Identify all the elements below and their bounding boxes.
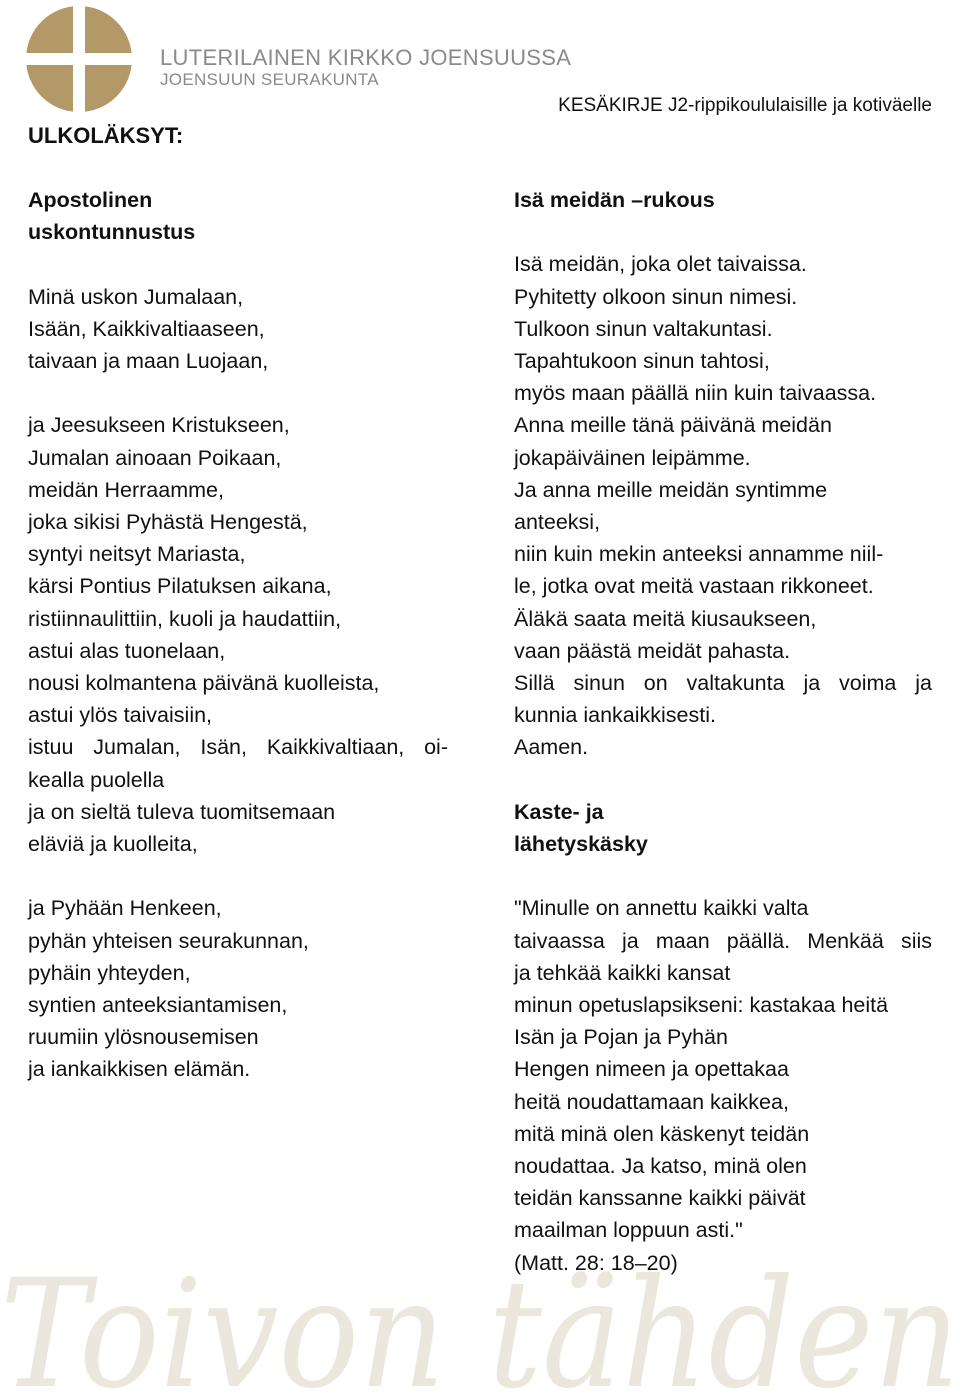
prayer-line: myös maan päällä niin kuin taivaassa. [514,381,877,406]
prayer-line: Ja anna meille meidän syntimme [514,477,828,502]
prayer-column [514,184,932,1279]
prayer-line: Pyhitetty olkoon sinun nimesi. [514,284,798,309]
great-commission [514,892,932,1278]
creed-line: joka sikisi Pyhästä Hengestä, [28,510,308,534]
creed-title [28,184,448,248]
creed-line: ja on sieltä tuleva tuomitsemaan [28,799,336,824]
creed-title-line: uskontunnustus [28,220,196,245]
creed-line: kealla puolella [28,767,165,792]
bible-reference: (Matt. 28: 18–20) [514,1250,678,1275]
commission-line: taivaassa ja maan päällä. Menkää siis [514,928,932,953]
creed-line: taivaan ja maan Luojaan, [28,349,269,373]
letter-subtitle: KESÄKIRJE J2-rippikoululaisille ja kotiväelle [558,95,932,116]
organization-title: LUTERILAINEN KIRKKO JOENSUUSSA [160,45,572,70]
prayer-line: Tapahtukoon sinun tahtosi, [514,349,770,373]
commission-title-line: Kaste- ja [514,799,604,824]
creed-title-line: Apostolinen [28,188,153,212]
prayer-line: niin kuin mekin anteeksi annamme niil- [514,542,884,567]
commission-line: noudattaa. Ja katso, minä olen [514,1154,807,1179]
great-commission-title [514,796,932,860]
creed-stanza-1 [28,281,448,378]
prayer-line: le, jotka ovat meitä vastaan rikkoneet. [514,574,874,599]
creed-column [28,184,448,1086]
commission-line: mitä minä olen käskenyt teidän [514,1121,810,1146]
creed-line: astui ylös taivaisiin, [28,703,213,728]
creed-line: Jumalan ainoaan Poikaan, [28,445,282,470]
commission-line: minun opetuslapsikseni: kastakaa heitä [514,993,889,1018]
creed-line: pyhäin yhteyden, [28,960,191,985]
creed-line: ja Jeesukseen Kristukseen, [28,413,290,438]
creed-line: meidän Herraamme, [28,477,224,502]
prayer-line: Äläkä saata meitä kiusaukseen, [514,606,817,631]
creed-line: istuu Jumalan, Isän, Kaikkivaltiaan, oi- [28,735,448,760]
creed-line: Isään, Kaikkivaltiaaseen, [28,316,265,341]
commission-line: teidän kanssanne kaikki päivät [514,1186,806,1211]
organization-name [160,46,571,90]
commission-line: heitä noudattamaan kaikkea, [514,1089,789,1114]
prayer-line: Anna meille tänä päivänä meidän [514,413,832,438]
creed-line: ja Pyhään Henkeen, [28,896,222,921]
prayer-line: Aamen. [514,735,589,760]
creed-line: ruumiin ylösnousemisen [28,1025,259,1050]
prayer-line: kunnia iankaikkisesti. [514,703,716,728]
creed-line: eläviä ja kuolleita, [28,832,198,857]
commission-line: Hengen nimeen ja opettakaa [514,1057,789,1082]
lords-prayer [514,248,932,763]
prayer-line: vaan päästä meidät pahasta. [514,638,791,663]
prayer-line: Tulkoon sinun valtakuntasi. [514,316,773,341]
prayer-title: Isä meidän –rukous [514,188,715,212]
prayer-line: anteeksi, [514,510,601,535]
commission-title-line: lähetyskäsky [514,832,648,857]
parish-name: JOENSUUN SEURAKUNTA [160,70,379,89]
commission-line: "Minulle on annettu kaikki valta [514,896,809,921]
page-heading: ULKOLÄKSYT: [28,123,184,148]
church-logo-icon [26,6,132,112]
creed-line: astui alas tuonelaan, [28,638,226,663]
prayer-line: jokapäiväinen leipämme. [514,445,751,470]
creed-line: syntyi neitsyt Mariasta, [28,542,246,567]
creed-line: syntien anteeksiantamisen, [28,993,288,1018]
svg-text:Toivon tähden: Toivon tähden [0,1268,960,1400]
creed-line: pyhän yhteisen seurakunnan, [28,928,309,953]
prayer-line: Isä meidän, joka olet taivaissa. [514,252,807,277]
creed-line: ja iankaikkisen elämän. [28,1057,251,1082]
commission-line: ja tehkää kaikki kansat [514,960,731,985]
creed-line: nousi kolmantena päivänä kuolleista, [28,671,380,696]
creed-line: ristiinnaulittiin, kuoli ja haudattiin, [28,606,342,631]
creed-stanza-3 [28,892,448,1085]
prayer-line: Sillä sinun on valtakunta ja voima ja [514,671,932,696]
commission-line: Isän ja Pojan ja Pyhän [514,1025,728,1050]
commission-line: maailman loppuun asti." [514,1218,743,1243]
creed-stanza-2 [28,409,448,860]
creed-line: Minä uskon Jumalaan, [28,284,244,309]
creed-line: kärsi Pontius Pilatuksen aikana, [28,574,332,599]
script-watermark [0,1268,960,1400]
